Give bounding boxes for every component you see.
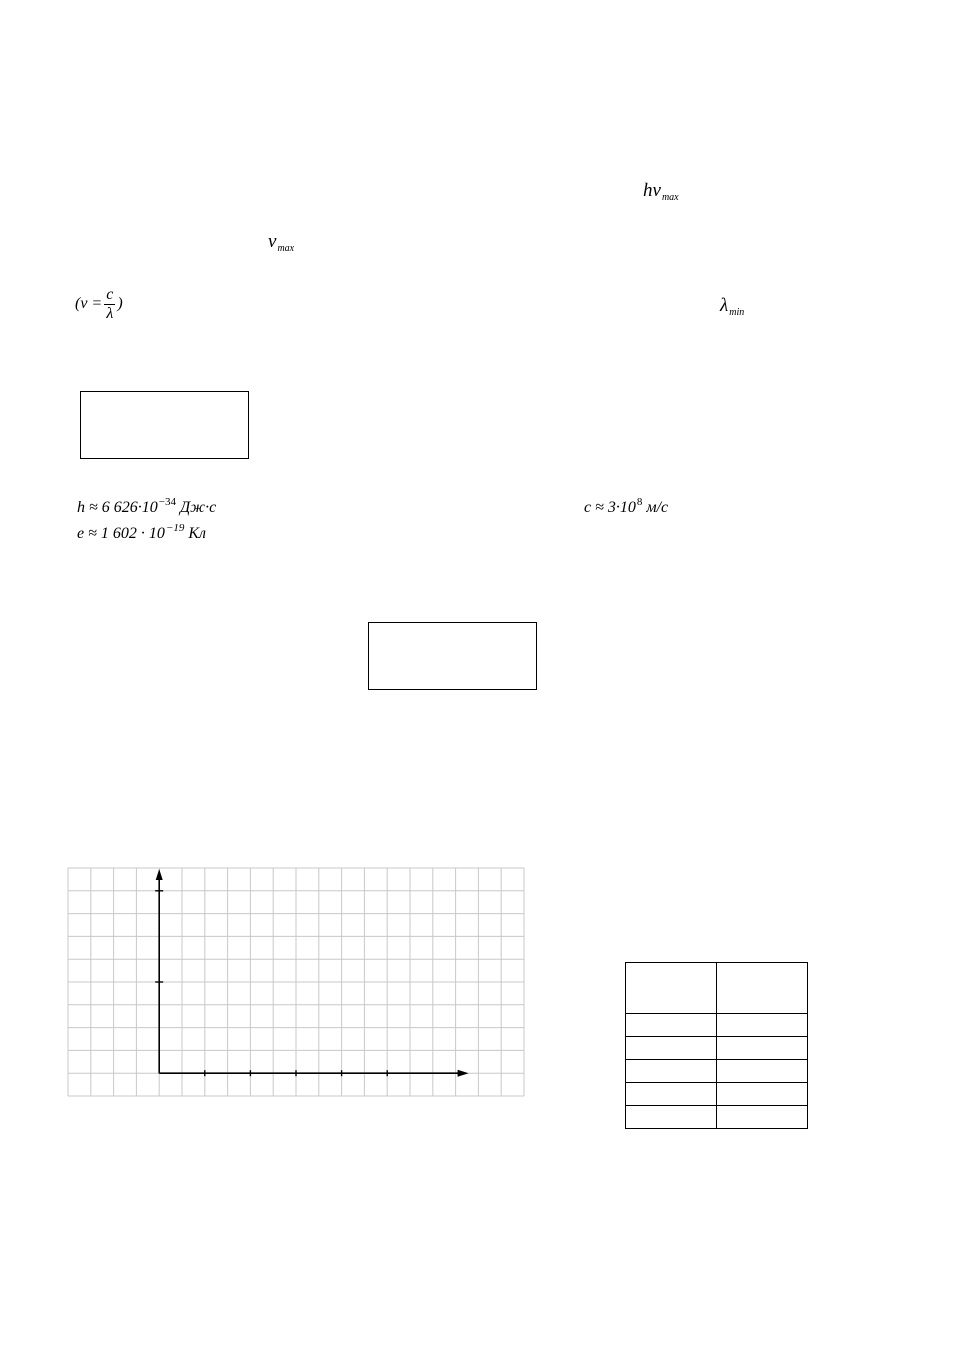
table-header-cell	[717, 963, 808, 1014]
light-speed-lhs: c ≈ 3·10	[584, 499, 636, 516]
graph-grid[interactable]	[66, 866, 526, 1098]
table-cell[interactable]	[626, 1083, 717, 1106]
lambda-symbol-main: λ	[720, 295, 729, 316]
nu-formula	[75, 286, 123, 323]
charge-constant	[77, 522, 206, 543]
nu-symbol-sub: max	[277, 243, 295, 254]
table-cell[interactable]	[717, 1083, 808, 1106]
fraction-numerator: c	[106, 286, 114, 303]
table-cell[interactable]	[717, 1037, 808, 1060]
nu-formula-open: (ν =	[75, 295, 103, 313]
data-table	[625, 962, 808, 1129]
x-axis-arrow	[458, 1070, 469, 1077]
planck-exponent: −34	[158, 496, 176, 508]
table-cell[interactable]	[717, 1106, 808, 1129]
nu-formula-fraction	[104, 286, 115, 323]
fraction-denominator: λ	[106, 305, 114, 322]
planck-lhs: h ≈ 6 626·10	[77, 499, 158, 516]
table-row	[626, 1060, 808, 1083]
charge-lhs: e ≈ 1 602 · 10	[77, 525, 165, 542]
table-cell[interactable]	[717, 1060, 808, 1083]
h-nu-symbol-main: hν	[643, 180, 661, 201]
grid-lines	[68, 868, 524, 1096]
table-cell[interactable]	[626, 1106, 717, 1129]
nu-formula-close: )	[117, 295, 123, 313]
lambda-min-symbol	[720, 295, 744, 318]
table-row	[626, 1037, 808, 1060]
charge-unit: Кл	[188, 525, 206, 542]
light-speed-unit: м/с	[646, 499, 669, 516]
table-row	[626, 1014, 808, 1037]
graph-axes	[155, 869, 468, 1077]
table-cell[interactable]	[626, 1037, 717, 1060]
y-axis-arrow	[156, 869, 163, 880]
table-cell[interactable]	[626, 1014, 717, 1037]
light-speed-constant	[584, 496, 668, 517]
answer-box-1[interactable]	[80, 391, 249, 459]
table-row	[626, 1106, 808, 1129]
nu-symbol-main: ν	[268, 231, 277, 252]
h-nu-symbol-sub: max	[661, 192, 679, 203]
table-cell[interactable]	[717, 1014, 808, 1037]
planck-unit: Дж·с	[180, 499, 217, 516]
light-speed-exponent: 8	[636, 496, 643, 508]
answer-box-2[interactable]	[368, 622, 537, 690]
charge-exponent: −19	[165, 522, 185, 534]
table-row	[626, 1083, 808, 1106]
table-header-row	[626, 963, 808, 1014]
planck-constant	[77, 496, 216, 517]
nu-max-symbol	[268, 231, 294, 254]
h-nu-max-symbol	[643, 180, 679, 203]
lambda-symbol-sub: min	[729, 307, 745, 318]
table-header-cell	[626, 963, 717, 1014]
table-cell[interactable]	[626, 1060, 717, 1083]
